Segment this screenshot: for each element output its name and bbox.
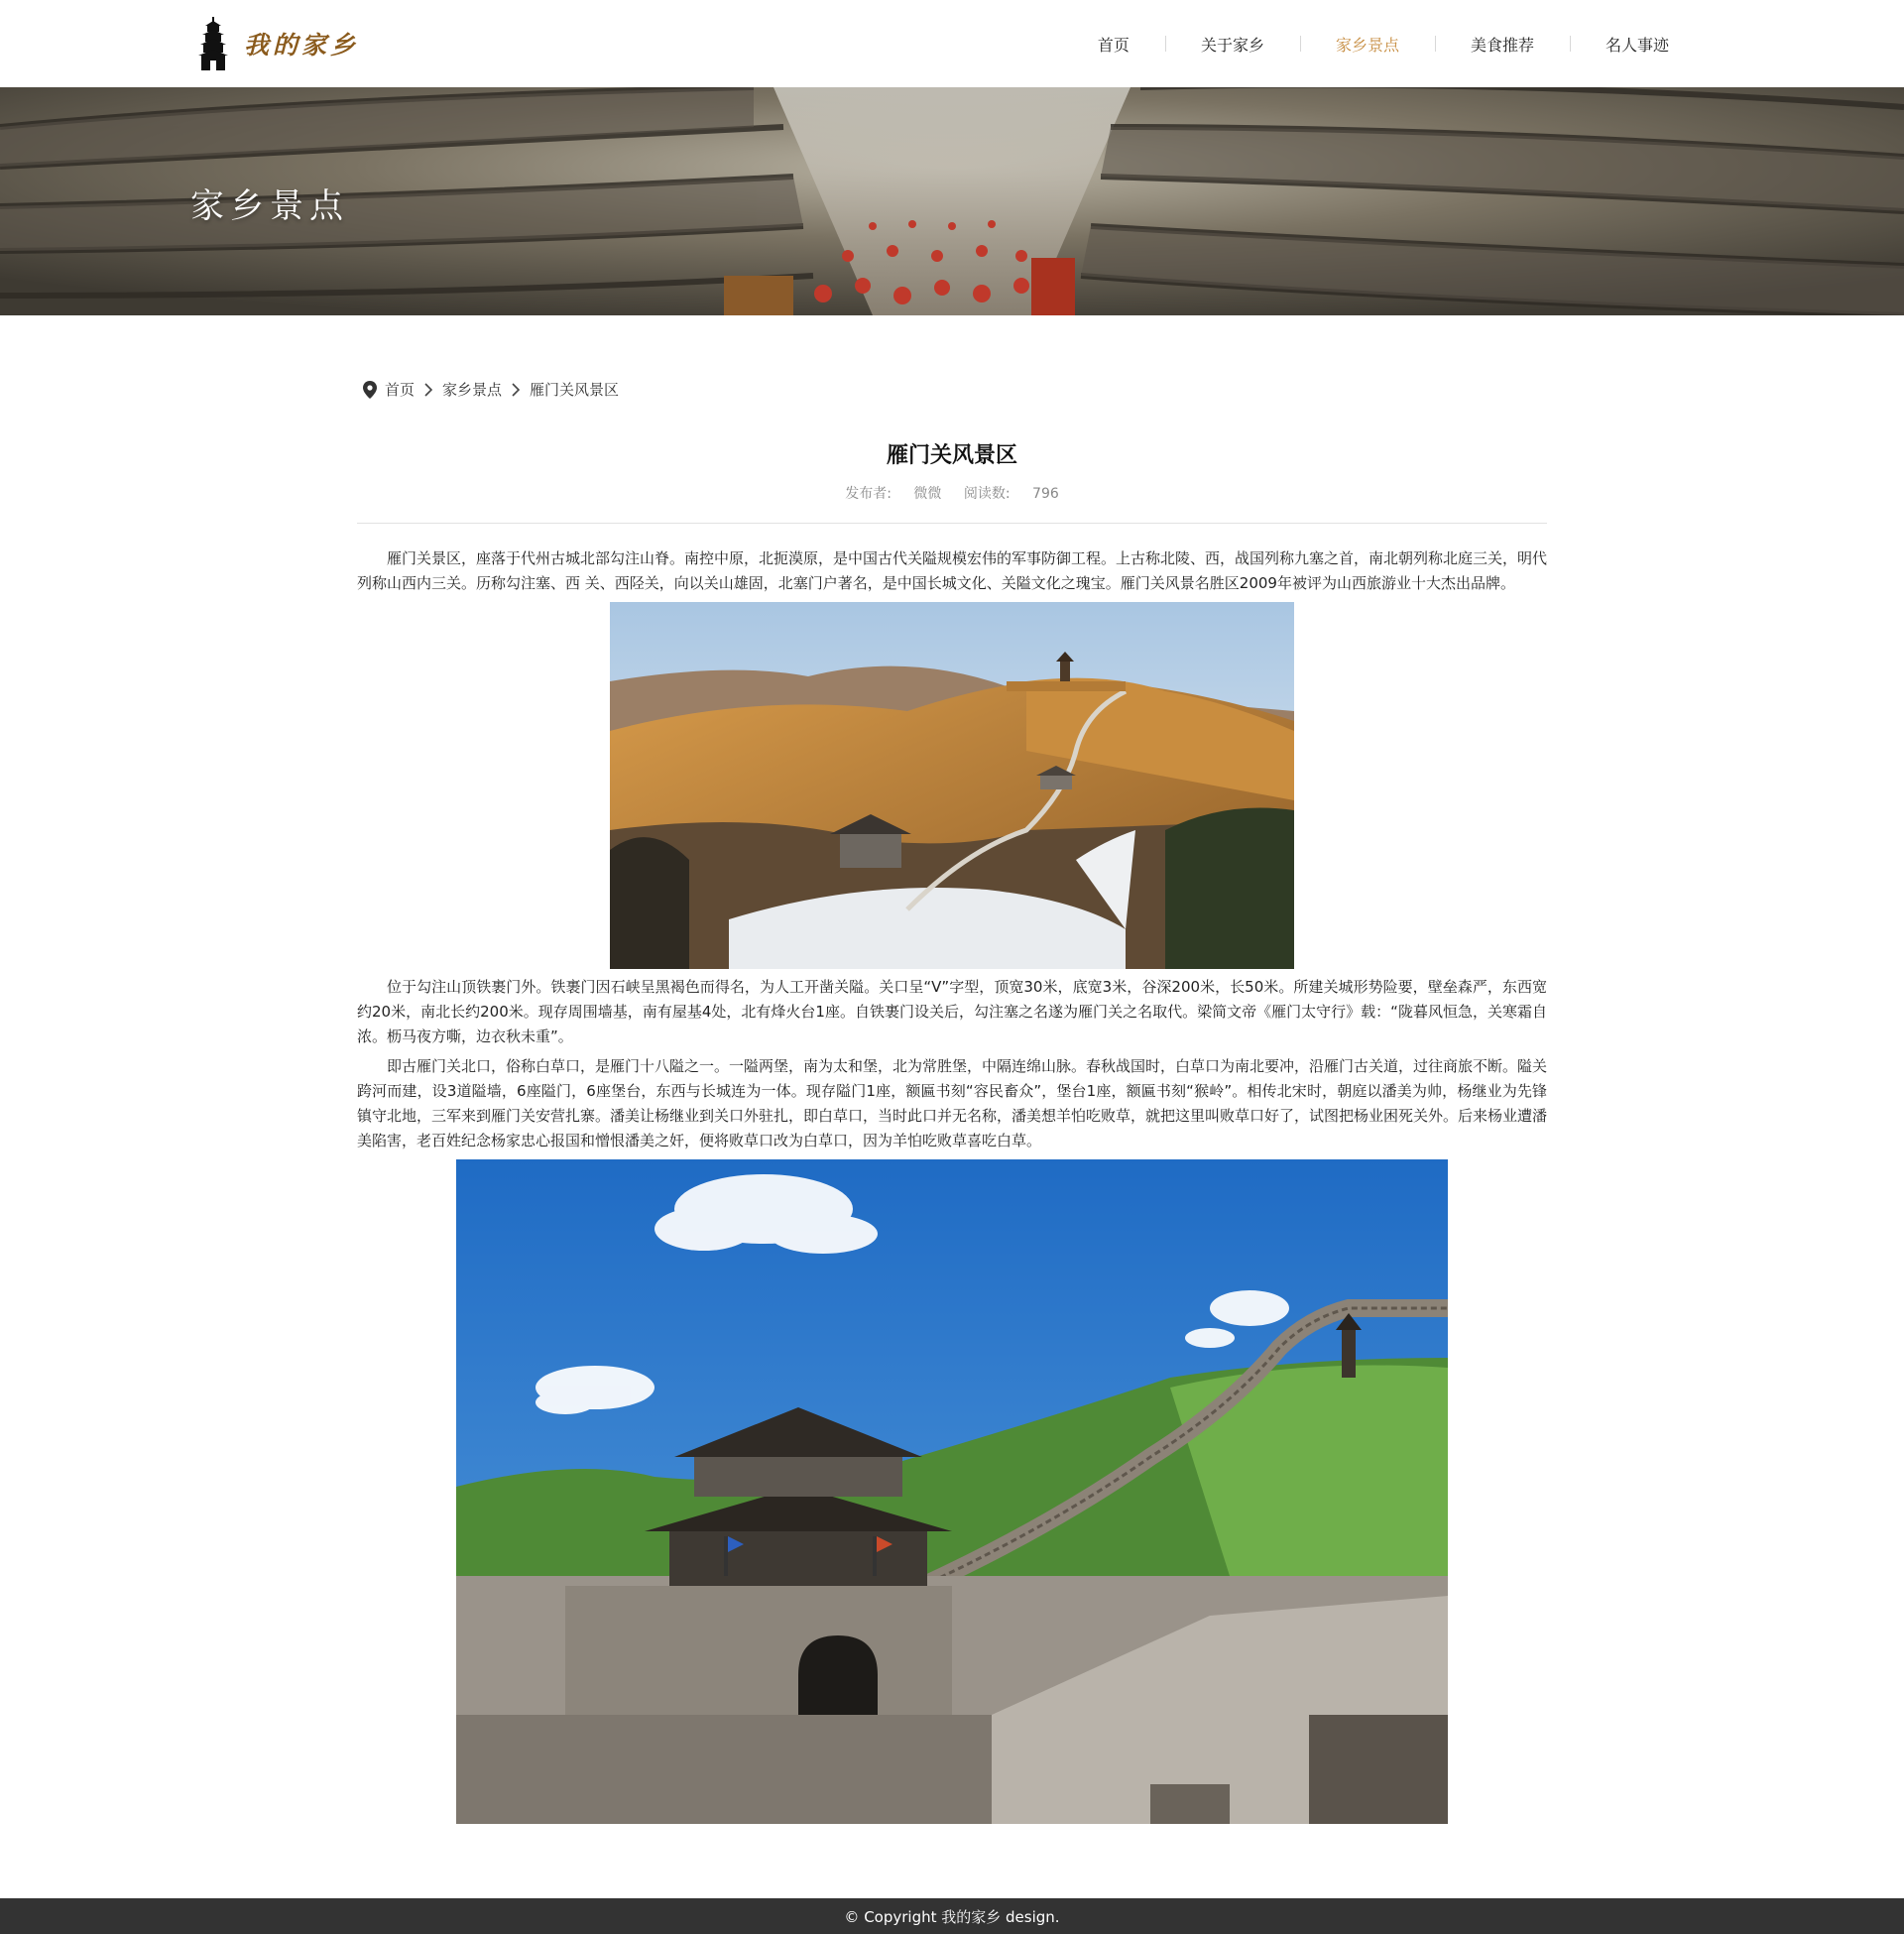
nav-attractions[interactable]: 家乡景点 (1300, 33, 1435, 56)
site-footer (0, 1898, 1904, 1934)
location-pin-icon (363, 381, 377, 399)
breadcrumb (363, 379, 619, 400)
copyright-text: © Copyright 我的家乡 design. (844, 1907, 1060, 1926)
nav-home[interactable]: 首页 (1097, 35, 1130, 55)
site-header (0, 0, 1904, 87)
nav-celebrities[interactable]: 名人事迹 (1570, 33, 1705, 56)
breadcrumb-attractions[interactable]: 家乡景点 (442, 381, 503, 399)
yanmen-pass-photo-2 (456, 1159, 1448, 1824)
publisher-name: 微微 (913, 486, 942, 502)
page-banner (0, 87, 1904, 315)
main-nav (1062, 0, 1904, 87)
article-meta (357, 484, 1547, 504)
site-logo[interactable] (196, 16, 359, 71)
logo-text: 我的家乡 (244, 31, 360, 60)
article-paragraph: 雁门关景区，座落于代州古城北部勾注山脊。南控中原，北扼漠原，是中国古代关隘规模宏伟的军事防御工程。上古称北陵、西，战国列称九塞之首，南北朝列称北庭三关，明代列称山西内三关。历称勾注塞、西 关、西陉关，向以关山雄固，北塞门户著名，是中国长城文化、关隘文化之瑰宝。雁门关风景名胜区2009年被评为山西旅游业十大杰出品牌。 (357, 549, 1548, 592)
nav-about[interactable]: 关于家乡 (1165, 33, 1300, 56)
breadcrumb-home[interactable]: 首页 (385, 381, 416, 399)
article (357, 436, 1547, 1824)
chevron-right-icon (424, 383, 432, 397)
pagoda-icon (196, 17, 230, 70)
read-count-value: 796 (1032, 486, 1059, 502)
banner-title: 家乡景点 (190, 186, 349, 226)
breadcrumb-current: 雁门关风景区 (530, 381, 620, 399)
title-divider (357, 523, 1547, 524)
nav-food[interactable]: 美食推荐 (1435, 33, 1570, 56)
article-paragraph: 位于勾注山顶铁裹门外。铁裹门因石峡呈黑褐色而得名，为人工开凿关隘。关口呈“V”字型，顶宽30米，底宽3米，谷深200米，长50米。所建关城形势险要，壁垒森严，东西宽约20米，南北长约200米。现存周围墙基，南有屋基4处，北有烽火台1座。自铁裹门设关后，勾注塞之名遂为雁门关之名取代。梁简文帝《雁门太守行》载：“陇暮风恒急，关寒霜自浓。枥马夜方嘶，边衣秋未重”。 (357, 978, 1547, 1045)
read-count: 阅读数: 796 (963, 486, 1059, 502)
article-title: 雁门关风景区 (886, 443, 1017, 468)
article-paragraph: 即古雁门关北口，俗称白草口，是雁门十八隘之一。一隘两堡，南为太和堡，北为常胜堡，中隔连绵山脉。春秋战国时，白草口为南北要冲，沿雁门古关道，过往商旅不断。隘关跨河而建，设3道隘墙，6座隘门，6座堡台，东西与长城连为一体。现存隘门1座，额匾书刻“容民畜众”，堡台1座，额匾书刻“猴岭”。相传北宋时，朝庭以潘美为帅，杨继业为先锋镇守北地，三军来到雁门关安营扎寨。潘美让杨继业到关口外驻扎，即白草口，当时此口并无名称，潘美想羊怕吃败草，就把这里叫败草口好了，试图把杨业困死关外。后来杨业遭潘美陷害，老百姓纪念杨家忠心报国和憎恨潘美之奸，便将败草口改为白草口，因为羊怕吃败草喜吃白草。 (357, 1057, 1548, 1149)
chevron-right-icon (512, 383, 520, 397)
publisher-info: 发布者: 微微 (845, 486, 942, 502)
yanmen-pass-photo-1 (610, 602, 1294, 969)
